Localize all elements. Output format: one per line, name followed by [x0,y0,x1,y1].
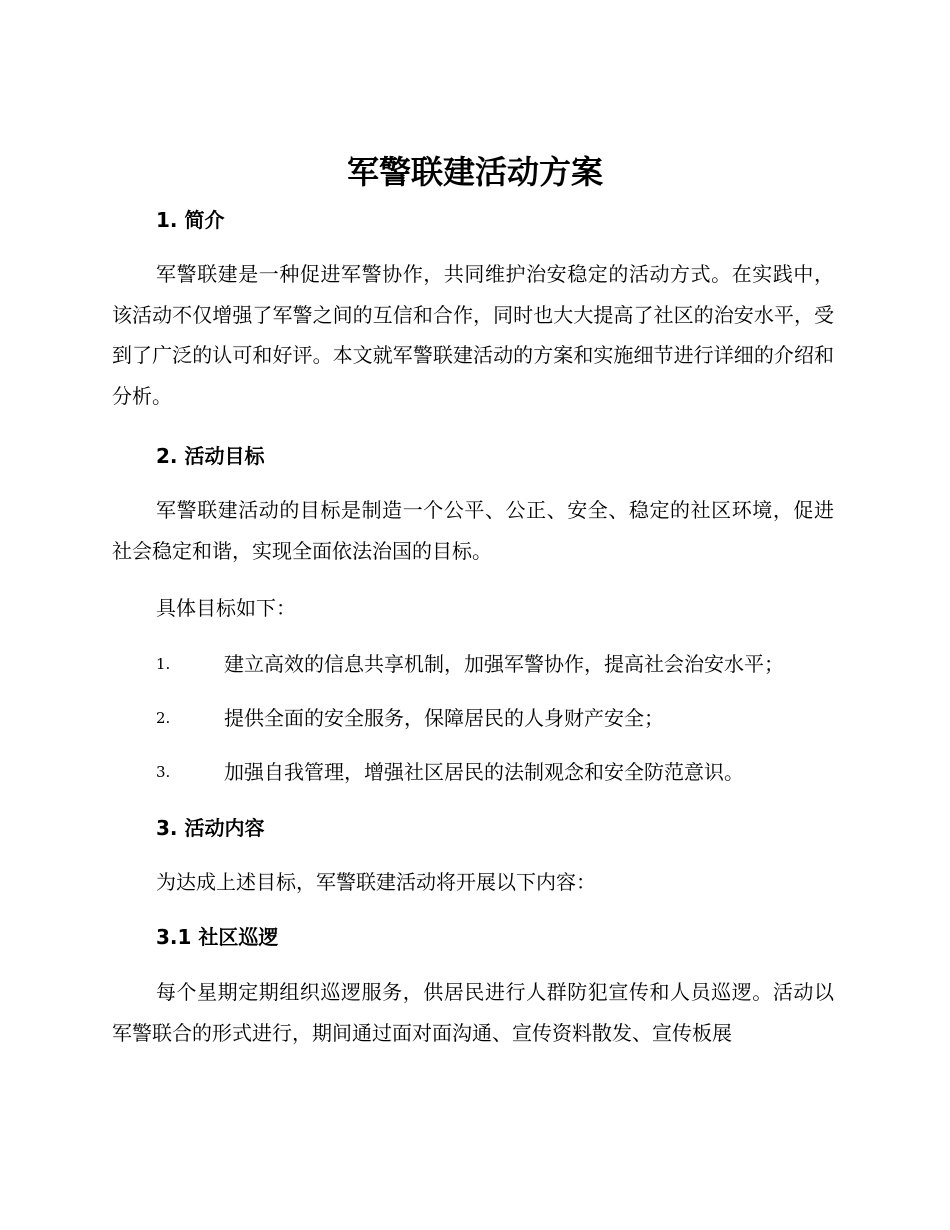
list-item-number: 3. [156,763,171,781]
subsection-paragraph-patrol: 每个星期定期组织巡逻服务，供居民进行人群防犯宣传和人员巡逻。活动以军警联合的形式进行，期间通过面对面沟通、宣传资料散发、宣传板展 [112,980,834,1045]
subsection-heading-patrol: 3.1 社区巡逻 [156,925,279,949]
section-paragraph-goals: 军警联建活动的目标是制造一个公平、公正、安全、稳定的社区环境，促进社会稳定和谐，实现全面依法治国的目标。 [112,498,834,563]
list-item-text: 提供全面的安全服务，保障居民的人身财产安全； [224,706,664,730]
section-heading-goals: 2. 活动目标 [156,444,265,468]
list-item [156,704,846,732]
list-item-text: 建立高效的信息共享机制，加强军警协作，提高社会治安水平； [224,652,784,676]
section-heading-content: 3. 活动内容 [156,816,265,840]
list-item-text: 加强自我管理，增强社区居民的法制观念和安全防范意识。 [224,760,744,784]
list-item [156,650,846,678]
section-paragraph-intro: 军警联建是一种促进军警协作，共同维护治安稳定的活动方式。在实践中，该活动不仅增强了军警之间的互信和合作，同时也大大提高了社区的治安水平，受到了广泛的认可和好评。本文就军警联建活动的方案和实施细节进行详细的介绍和分析。 [112,262,834,408]
list-item-number: 2. [156,709,171,727]
section-heading-intro: 1. 简介 [156,208,225,232]
goals-intro-text: 具体目标如下： [156,596,296,620]
list-item-number: 1. [156,655,171,673]
document-title: 军警联建活动方案 [346,153,603,191]
list-item [156,758,846,786]
content-intro-text: 为达成上述目标，军警联建活动将开展以下内容： [156,870,596,894]
